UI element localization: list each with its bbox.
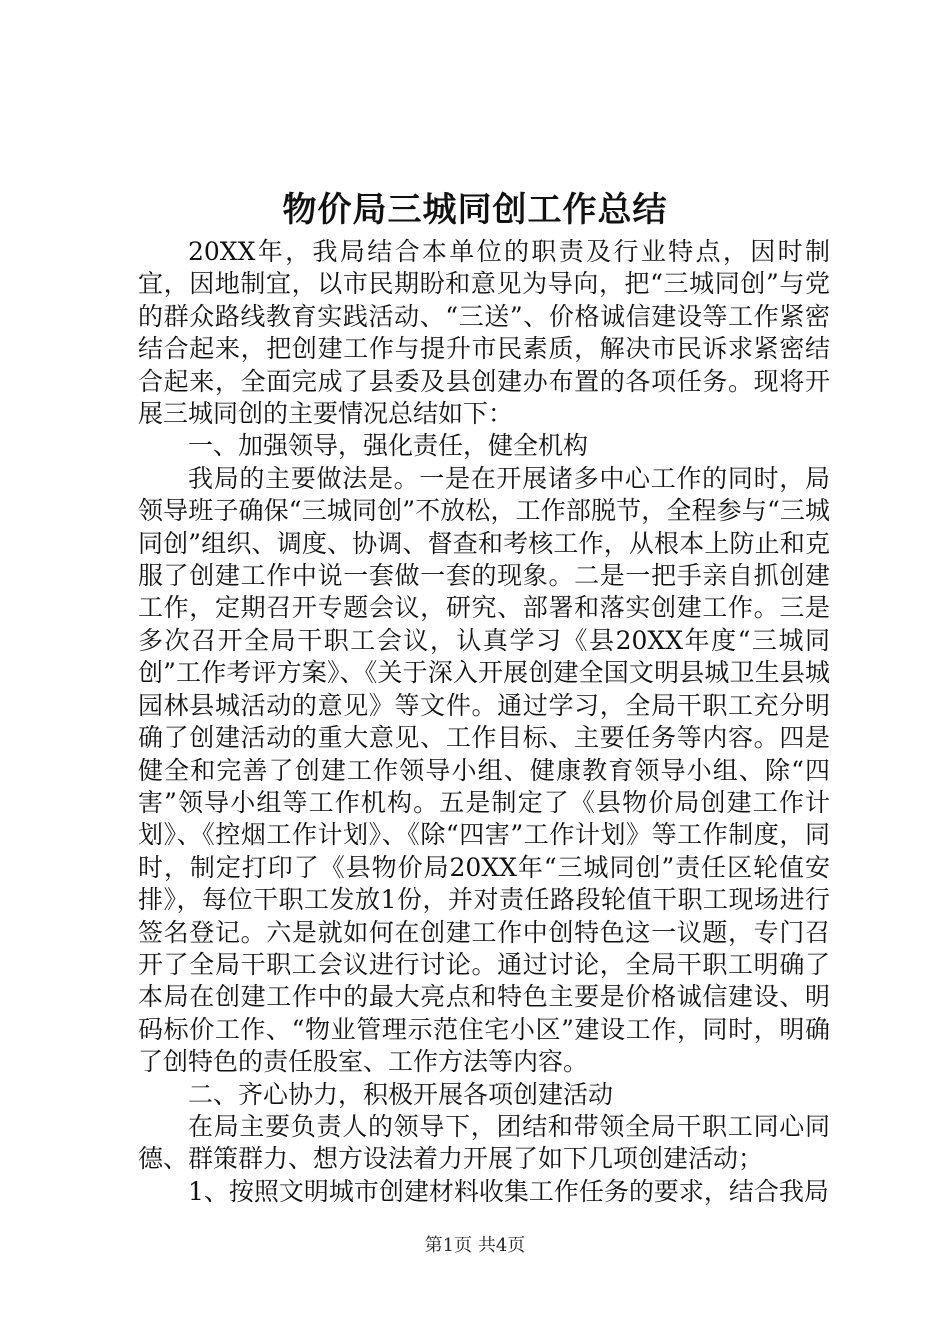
section-1-paragraph: 我局的主要做法是。一是在开展诸多中心工作的同时，局领导班子确保“三城同创”不放松，工作部脱节，全程参与“三城同创”组织、调度、协调、督查和考核工作，从根本上防止和克服了创建工作中说一套做一套的现象。二是一把手亲自抓创建工作，定期召开专题会议，研究、部署和落实创建工作。三是多次召开全局干职工会议，认真学习《县20XX年度“三城同创”工作考评方案》、《关于深入开展创建全国文明县城卫生县城园林县城活动的意见》等文件。通过学习，全局干职工充分明确了创建活动的重大意见、工作目标、主要任务等内容。四是健全和完善了创建工作领导小组、健康教育领导小组、除“四害”领导小组等工作机构。五是制定了《县物价局创建工作计划》、《控烟工作计划》、《除“四害”工作计划》等工作制度，同时，制定打印了《县物价局20XX年“三城同创”责任区轮值安排》，每位干职工发放1份，并对责任路段轮值干职工现场进行签名登记。六是就如何在创建工作中创特色这一议题，专门召开了全局干职工会议进行讨论。通过讨论，全局干职工明确了本局在创建工作中的最大亮点和特色主要是价格诚信建设、明码标价工作、“物业管理示范住宅小区”建设工作，同时，明确了创特色的责任股室、工作方法等内容。 <box>138 463 830 1077</box>
section-heading-2: 二、齐心协力，积极开展各项创建活动 <box>188 1079 614 1109</box>
document-title: 物价局三城同创工作总结 <box>282 190 668 230</box>
section-2-paragraph: 在局主要负责人的领导下，团结和带领全局干职工同心同德、群策群力、想方设法着力开展了如下几项创建活动； <box>138 1111 830 1174</box>
section-heading-1: 一、加强领导，强化责任，健全机构 <box>188 431 589 461</box>
intro-paragraph: 20XX年，我局结合本单位的职责及行业特点，因时制宜，因地制宜，以市民期盼和意见为导向，把“三城同创”与党的群众路线教育实践活动、“三送”、价格诚信建设等工作紧密结合起来，把创建工作与提升市民素质，解决市民诉求紧密结合起来，全面完成了县委及县创建办布置的各项任务。现将开展三城同创的主要情况总结如下： <box>138 237 830 429</box>
section-2-item-1: 1、按照文明城市创建材料收集工作任务的要求，结合我局 <box>188 1176 829 1206</box>
document-body <box>138 236 830 1208</box>
page-number-footer: 第1页 共4页 <box>424 1235 526 1256</box>
